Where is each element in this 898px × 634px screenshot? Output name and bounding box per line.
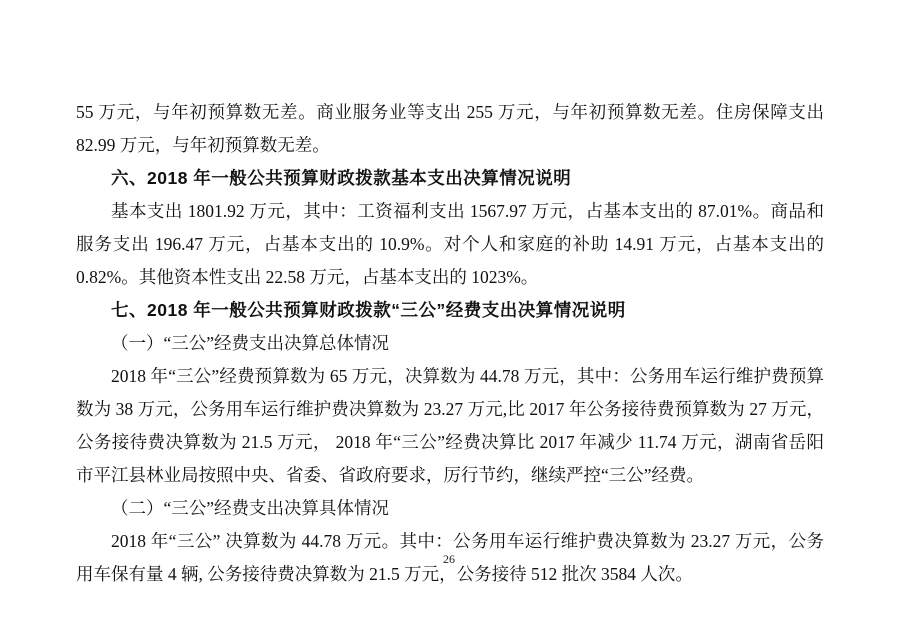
section-heading-six-basic-expenditure: 六、2018 年一般公共预算财政拨款基本支出决算情况说明 — [111, 168, 572, 188]
sub-heading-two-specific-situation: （二）“三公”经费支出决算具体情况 — [111, 498, 390, 518]
paragraph-three-public-funds-specific: 2018 年“三公” 决算数为 44.78 万元。其中：公务用车运行维护费决算数为 23.27 万元，公务用车保有量 4 辆, 公务接待费决算数为 21.5 万元，公务接待 512 批次 3584 人次。 — [76, 531, 824, 584]
sub-heading-one-overall-situation: （一）“三公”经费支出决算总体情况 — [111, 333, 390, 353]
section-heading-seven-three-public-funds: 七、2018 年一般公共预算财政拨款“三公”经费支出决算情况说明 — [111, 300, 626, 320]
document-body — [76, 96, 824, 591]
paragraph-three-public-funds-overall: 2018 年“三公”经费预算数为 65 万元，决算数为 44.78 万元，其中：公务用车运行维护费预算数为 38 万元，公务用车运行维护费决算数为 23.27 万元,比 2017 年公务接待费预算数为 27 万元，公务接待费决算数为 21.5 万元， 2018 年“三公”经费决算比 2017 年减少 11.74 万元，湖南省岳阳市平江县林业局按照中央、省委、省政府要求，厉行节约，继续严控“三公”经费。 — [76, 366, 824, 485]
paragraph-basic-expenditure-detail: 基本支出 1801.92 万元，其中：工资福利支出 1567.97 万元，占基本支出的 87.01%。商品和服务支出 196.47 万元，占基本支出的 10.9%。对个人和家庭的补助 14.91 万元，占基本支出的 0.82%。其他资本性支出 22.58 万元，占基本支出的 1023%。 — [76, 201, 824, 287]
page-number: 26 — [443, 552, 455, 566]
paragraph-budget-variance-continuation: 55 万元，与年初预算数无差。商业服务业等支出 255 万元，与年初预算数无差。住房保障支出 82.99 万元，与年初预算数无差。 — [76, 102, 824, 155]
